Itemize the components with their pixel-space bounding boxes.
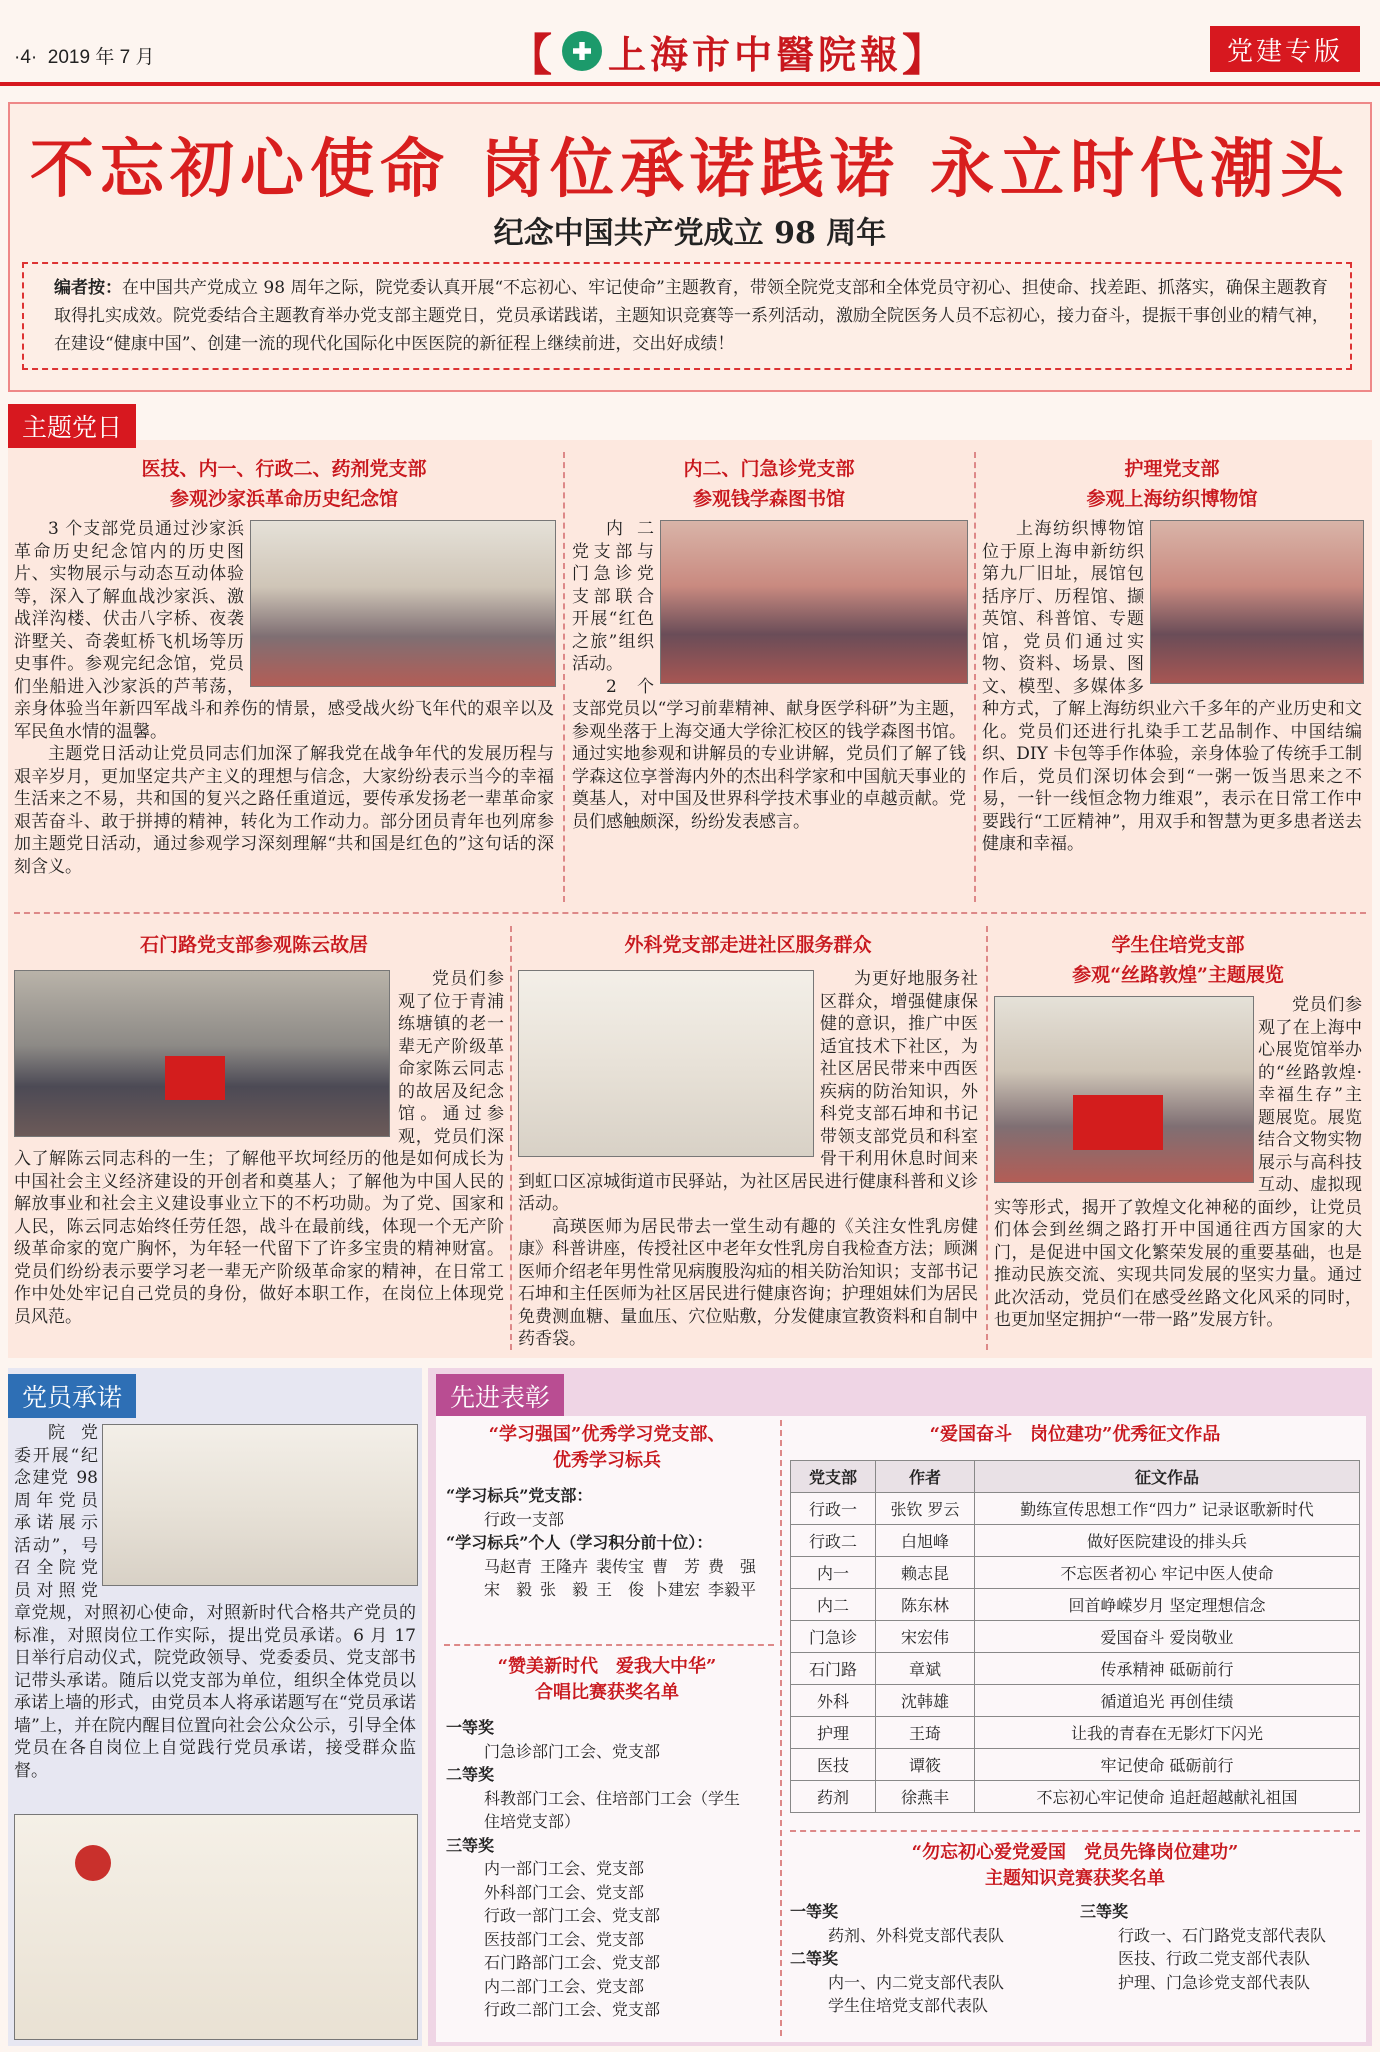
article1-title: 医技、内一、行政二、药剂党支部 参观沙家浜革命历史纪念馆 [141,458,427,510]
quiz-title: “勿忘初心爱党爱国 党员先锋岗位建功” 主题知识竞赛获奖名单 [911,1842,1239,1889]
table-row: 行政一 张钦 罗云 勤练宣传思想工作“四力” 记录讴歌新时代 [791,1493,1360,1525]
subtitle: 纪念中国共产党成立 98 周年 [493,216,887,251]
table-row: 石门路 章斌 传承精神 砥砺前行 [791,1653,1360,1685]
table-row: 内一 赖志昆 不忘医者初心 牢记中医人使命 [791,1557,1360,1589]
column-divider [974,452,976,902]
article5-title: 外科党支部走进社区服务群众 [624,934,872,956]
article4-title: 石门路党支部参观陈云故居 [139,934,368,956]
table-row: 行政二 白旭峰 做好医院建设的排头兵 [791,1525,1360,1557]
study-list: “学习标兵”党支部： 行政一支部 “学习标兵”个人（学习积分前十位）： 马赵青 王隆卉 裴传宝 曹 芳 费 强 宋 毅 张 毅 王 俊 卜建宏 李毅平 [446,1486,757,1599]
column-divider [780,1420,782,2036]
column-divider [510,926,512,1350]
divider [444,1644,774,1646]
section-tab-honors: 先进表彰 [436,1374,564,1418]
row-divider [14,912,1366,914]
article5-body: 为更好地服务社区群众，增强健康保健的意识，推广中医适宜技术下社区，为社区居民带来中西医疾病的防治知识，外科党支部石坤和书记带领支部党员和科室骨干利用休息时间来到虹口区凉城街道市民驿站，为社区居民进行健康科普和义诊活动。 高瑛医师为居民带去一堂生动有趣的《关注女性乳房健康》科普讲座，传授社区中老年女性乳房自我检查方法；顾渊医师介绍老年男性常见病腹股沟疝的相关防治知识；支部书记石坤和主任医师为社区居民进行健康咨询；护理姐妹们为居民免费测血糖、量血压、穴位贴敷，分发健康宣教资料和自制中药香袋。 [518,969,978,1349]
table-header-row: 党支部 作者 征文作品 [791,1461,1360,1493]
article3-body: 上海纺织博物馆位于原上海申新纺织第九厂旧址，展馆包括序厅、历程馆、撷英馆、科普馆、专题馆，党员们通过实物、资料、场景、图文、模型、多媒体多种方式，了解上海纺织业六千多年的产业历史和文化。党员们还进行扎染手工艺品制作、中国结编织、DIY 卡包等手作体验，亲身体验了传统手工制作后，党员们深切体会到“一粥一饭当思来之不易，一针一线恒念物力维艰”，表示在日常工作中要践行“工匠精神”，用双手和智慧为更多患者送去健康和幸福。 [982,519,1362,854]
article3-title: 护理党支部 参观上海纺织博物馆 [1086,458,1258,510]
choir-title: “赞美新时代 爱我大中华” 合唱比赛获奖名单 [497,1656,717,1703]
masthead: 【 上海市中醫院報 】 [508,28,950,74]
essay-table [790,1460,1360,1813]
essay-title: “爱国奋斗 岗位建功”优秀征文作品 [929,1424,1221,1445]
quiz-list-left: 一等奖 药剂、外科党支部代表队 二等奖 内一、内二党支部代表队 学生住培党支部代表队 [790,1902,1005,2015]
article4-body: 党员们参观了位于青浦练塘镇的老一辈无产阶级革命家陈云同志的故居及纪念馆。通过参观，党员们深入了解陈云同志科的一生；了解他平坎坷经历的他是如何成长为中国社会主义经济建设的开创者和奠基人；了解他为中国人民的解放事业和社会主义建设事业立下的不朽功勋。为了党、国家和人民，陈云同志始终任劳任怨，战斗在最前线，体现一个无产阶级革命家的宽广胸怀，为年轻一代留下了许多宝贵的精神财富。党员们纷纷表示要学习老一辈无产阶级革命家的精神，在日常工作中处处牢记自己党员的身份，做好本职工作，在岗位上体现党员风范。 [14,969,504,1327]
table-row: 医技 谭筱 牢记使命 砥砺前行 [791,1749,1360,1781]
hospital-logo-icon [562,31,602,71]
table-row: 药剂 徐燕丰 不忘初心牢记使命 追赶超越献礼祖国 [791,1781,1360,1813]
choir-list: 一等奖 门急诊部门工会、党支部 二等奖 科教部门工会、住培部门工会（学生 住培党支部） 三等奖 内一部门工会、党支部 外科部门工会、党支部 行政一部门工会、党支部 医技部门工会、党支部 石门路部门工会、党支部 内二部门工会、党支部 行政二部门工会、党支部 [446,1718,741,2019]
study-title: “学习强国”优秀学习党支部、 优秀学习标兵 [488,1424,726,1471]
article2-body: 内二党支部与门急诊党支部联合开展“红色之旅”组织活动。 2 个支部党员以“学习前辈精神、献身医学科研”为主题，参观坐落于上海交通大学徐汇校区的钱学森图书馆。通过实地参观和讲解员的专业讲解，党员们了解了钱学森这位享誉海内外的杰出科学家和中国航天事业的奠基人，对中国及世界科学技术事业的卓越贡献。党员们感触颇深，纷纷发表感言。 [572,519,966,832]
article2-title: 内二、门急诊党支部 参观钱学森图书馆 [683,458,855,510]
editor-note: 编者按：在中国共产党成立 98 周年之际，院党委认真开展“不忘初心、牢记使命”主题教育，带领全院党支部和全体党员守初心、担使命、找差距、抓落实，确保主题教育取得扎实成效。院党委结合主题教育举办党支部主题党日，党员承诺践诺，主题知识竞赛等一系列活动，激励全院医务人员不忘初心，接力奋斗，提振干事创业的精气神，在建设“健康中国”、创建一流的现代化国际化中医医院的新征程上继续前进，交出好成绩！ [22,262,1352,370]
table-row: 内二 陈东林 回首峥嵘岁月 坚定理想信念 [791,1589,1360,1621]
article1-body: 3 个支部党员通过沙家浜革命历史纪念馆内的历史图片、实物展示与动态互动体验等，深入了解血战沙家浜、激战洋沟楼、伏击八字桥、夜袭浒墅关、奇袭虹桥飞机场等历史事件。参观完纪念馆，党员们坐船进入沙家浜的芦苇荡，亲身体验当年新四军战斗和养伤的情景，感受战火纷飞年代的艰辛以及军民鱼水情的温馨。 主题党日活动让党员同志们加深了解我党在战争年代的发展历程与艰辛岁月，更加坚定共产主义的理想与信念，大家纷纷表示当今的幸福生活来之不易，共和国的复兴之路任重道远，要传承发扬老一辈革命家艰苦奋斗、敢于拼搏的精神，转化为工作动力。部分团员青年也列席参加主题党日活动，通过参观学习深刻理解“共和国是红色的”这句话的深刻含义。 [14,519,554,877]
masthead-title: 上海市中醫院報 [608,31,903,77]
main-headline: 不忘初心使命 岗位承诺践诺 永立时代潮头 [30,133,1350,207]
page-date: ·4· 2019 年 7 月 [14,47,155,68]
pledge-body: 院党委开展“纪念建党 98 周年党员承诺展示活动”，号召全院党员对照党章党规，对照初心使命，对照新时代合格共产党员的标准，对照岗位工作实际，提出党员承诺。6 月 17 日举行启动仪式，院党政领导、党委委员、党支部书记带头承诺。随后以党支部为单位，组织全体党员以承诺上墙的形式，由党员本人将承诺题写在“党员承诺墙”上，并在院内醒目位置向社会公众公示，引导全体党员在各自岗位上自觉践行党员承诺，接受群众监督。 [14,1423,416,1781]
header-divider [0,82,1380,86]
photo-pledge-wall [14,1814,418,2040]
table-row: 护理 王琦 让我的青春在无影灯下闪光 [791,1717,1360,1749]
column-divider [986,926,988,1350]
column-divider [563,452,565,902]
divider [790,1830,1360,1832]
table-row: 外科 沈韩雄 循道追光 再创佳绩 [791,1685,1360,1717]
section-tab-theme-day: 主题党日 [8,404,136,448]
table-row: 门急诊 宋宏伟 爱国奋斗 爱岗敬业 [791,1621,1360,1653]
article6-body: 党员们参观了在上海中心展览馆举办的“丝路敦煌·幸福生存”主题展览。展览结合文物实物展示与高科技互动、虚拟现实等形式，揭开了敦煌文化神秘的面纱，让党员们体会到丝绸之路打开中国通往西方国家的大门，是促进中国文化繁荣发展的重要基础，也是推动民族交流、实现共同发展的坚实力量。通过此次活动，党员们在感受丝路文化风采的同时，也更加坚定拥护“一带一路”发展方针。 [994,995,1362,1330]
article6-title: 学生住培党支部 参观“丝路敦煌”主题展览 [1072,934,1284,986]
quiz-list-right: 三等奖 行政一、石门路党支部代表队 医技、行政二党支部代表队 护理、门急诊党支部代表队 [1080,1902,1327,1992]
edition-badge: 党建专版 [1210,26,1360,72]
section-tab-pledge: 党员承诺 [8,1374,136,1418]
